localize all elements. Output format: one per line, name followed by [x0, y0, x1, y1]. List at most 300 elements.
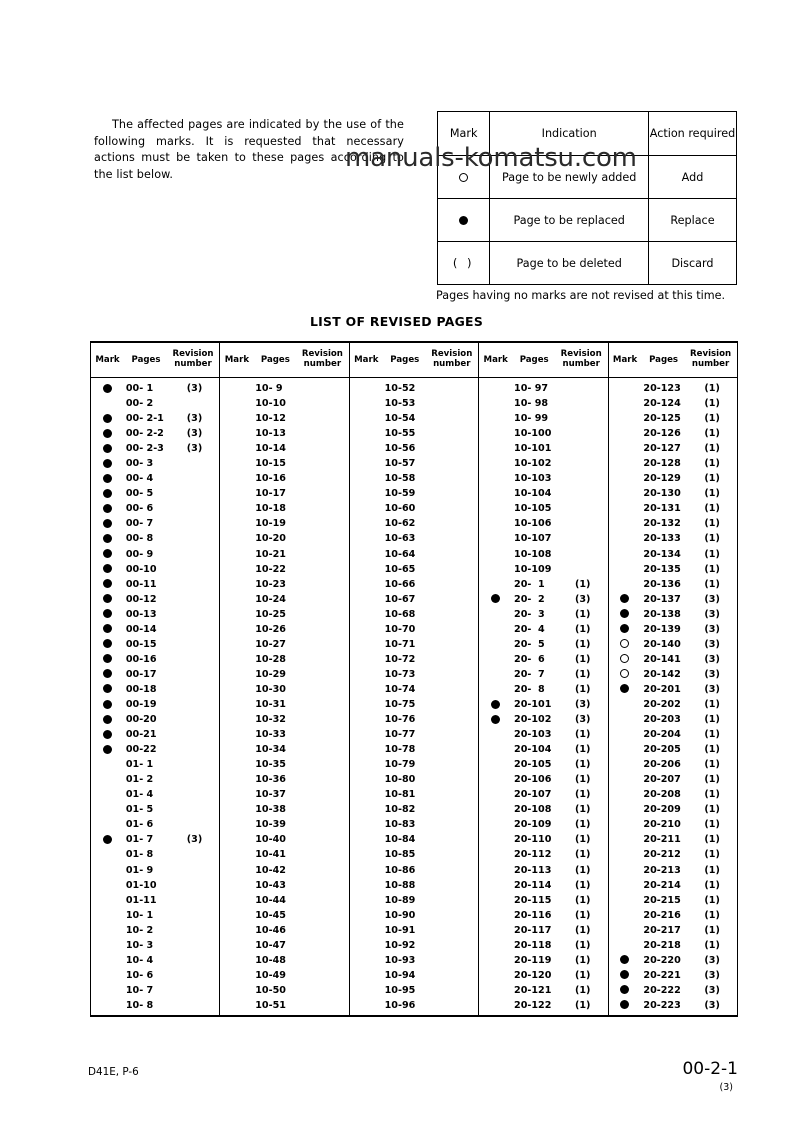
row-page-number: 10-108 [514, 548, 552, 560]
table-row [609, 832, 737, 847]
row-page-number: 10- 97 [514, 383, 549, 395]
footer-revision: (3) [719, 1082, 733, 1093]
row-page-number: 10- 3 [125, 939, 154, 951]
row-page-number: 20-127 [643, 443, 681, 455]
row-mark-cell [479, 699, 512, 710]
row-page-number: 20- 2 [514, 593, 545, 605]
row-page-number: 01- 4 [125, 789, 154, 801]
row-page-number: 10-52 [384, 383, 416, 395]
revision-header-group-2 [220, 342, 349, 378]
row-page-number: 10-95 [384, 984, 416, 996]
row-page-number: 00- 7 [125, 518, 154, 530]
row-page-number: 10-40 [255, 834, 286, 846]
row-page-number: 10-53 [384, 398, 416, 410]
table-row [220, 547, 348, 562]
row-revision-number: (1) [704, 729, 720, 741]
table-row [220, 441, 348, 456]
row-mark-cell [91, 473, 124, 484]
column-header-pages: Pages [260, 355, 290, 365]
row-revision-number: (3) [186, 383, 203, 395]
table-row [609, 652, 737, 667]
table-row [350, 832, 478, 847]
table-row [91, 727, 219, 742]
row-revision-number: (3) [704, 608, 720, 620]
table-row [91, 652, 219, 667]
table-row [91, 772, 219, 787]
row-page-number: 20-212 [643, 849, 681, 861]
row-revision-number: (1) [574, 909, 591, 921]
filled-circle-icon [620, 985, 629, 994]
row-revision-number: (1) [704, 578, 720, 590]
table-row [220, 787, 348, 802]
filled-circle-icon [620, 684, 629, 693]
revision-header-row [91, 342, 738, 378]
list-of-revised-pages-table [90, 341, 738, 1017]
row-page-number: 20-124 [643, 398, 681, 410]
table-row [220, 577, 348, 592]
row-page-number: 01- 7 [125, 834, 154, 846]
row-page-number: 10-26 [255, 623, 286, 635]
table-row [479, 938, 607, 953]
table-row [350, 968, 478, 983]
table-row [479, 607, 607, 622]
row-page-number: 10-67 [384, 593, 416, 605]
row-mark-cell [91, 744, 124, 755]
table-row [609, 607, 737, 622]
row-page-number: 10-23 [255, 578, 286, 590]
parentheses-icon: ( ) [452, 256, 475, 270]
row-page-number: 10-44 [255, 894, 286, 906]
table-row [91, 878, 219, 893]
table-row [220, 592, 348, 607]
table-row [350, 577, 478, 592]
table-row [91, 832, 219, 847]
table-row [609, 622, 737, 637]
column-header-mark: Mark [95, 355, 120, 365]
row-revision-number: (1) [704, 398, 720, 410]
table-row [220, 562, 348, 577]
table-row [609, 441, 737, 456]
row-page-number: 20-208 [643, 789, 681, 801]
row-mark-cell [91, 639, 124, 650]
table-row [91, 847, 219, 862]
row-page-number: 20-119 [514, 954, 552, 966]
table-row [350, 426, 478, 441]
row-revision-number: (1) [704, 383, 720, 395]
table-row [91, 757, 219, 772]
row-page-number: 10-16 [255, 473, 286, 485]
row-page-number: 10-74 [384, 683, 416, 695]
row-page-number: 20-202 [643, 699, 681, 710]
table-row [609, 471, 737, 486]
table-row [479, 712, 607, 727]
table-row [350, 953, 478, 968]
row-mark-cell [91, 714, 124, 725]
row-page-number: 10-104 [514, 488, 552, 500]
row-revision-number: (1) [704, 714, 720, 726]
table-row [609, 893, 737, 908]
row-page-number: 20-115 [514, 894, 552, 906]
row-page-number: 10-63 [384, 533, 416, 545]
row-mark-cell [91, 579, 124, 590]
filled-circle-icon [103, 835, 112, 844]
table-row [220, 516, 348, 531]
table-row [609, 998, 737, 1013]
row-page-number: 10-58 [384, 473, 416, 485]
open-circle-icon [459, 173, 468, 182]
row-page-number: 01- 5 [125, 804, 154, 816]
row-page-number: 10-38 [255, 804, 286, 816]
row-page-number: 10-46 [255, 924, 286, 936]
row-page-number: 20-129 [643, 473, 681, 485]
table-row [91, 441, 219, 456]
row-page-number: 00- 5 [125, 488, 154, 500]
table-row [479, 622, 607, 637]
table-row [220, 938, 348, 953]
row-revision-number: (1) [574, 729, 591, 741]
table-row [91, 802, 219, 817]
table-row [91, 863, 219, 878]
table-row [220, 742, 348, 757]
table-row [609, 742, 737, 757]
row-revision-number: (3) [186, 443, 203, 455]
filled-circle-icon [103, 444, 112, 453]
row-page-number: 10-42 [255, 864, 286, 876]
table-row [350, 742, 478, 757]
table-row [91, 592, 219, 607]
table-row [479, 923, 607, 938]
row-page-number: 10-70 [384, 623, 416, 635]
row-page-number: 10- 99 [514, 413, 549, 425]
row-page-number: 10-54 [384, 413, 416, 425]
revision-column-group-2 [220, 378, 349, 1016]
row-page-number: 10-14 [255, 443, 286, 455]
row-page-number: 20- 7 [514, 668, 545, 680]
row-page-number: 20-223 [643, 999, 681, 1011]
row-page-number: 01- 6 [125, 819, 154, 831]
row-page-number: 20-140 [643, 638, 681, 650]
row-mark-cell [91, 669, 124, 680]
row-revision-number: (1) [574, 608, 591, 620]
row-page-number: 20-135 [643, 563, 681, 575]
column-header-revision-number: Revision number [301, 349, 343, 369]
table-row [220, 697, 348, 712]
row-revision-number: (1) [574, 819, 591, 831]
row-page-number: 20-137 [643, 593, 681, 605]
legend-action-cell: Replace [648, 199, 736, 242]
table-row [609, 757, 737, 772]
row-revision-number: (1) [704, 473, 720, 485]
row-page-number: 20-116 [514, 909, 552, 921]
row-revision-number: (1) [574, 668, 591, 680]
column-header-revision-number: Revision number [560, 349, 602, 369]
table-row [91, 908, 219, 923]
row-revision-number: (1) [574, 999, 591, 1011]
row-revision-number: (1) [704, 834, 720, 846]
table-row [479, 727, 607, 742]
table-row [479, 411, 607, 426]
table-row [350, 441, 478, 456]
row-revision-number: (1) [704, 413, 720, 425]
table-row [220, 456, 348, 471]
column-header-mark: Mark [612, 355, 638, 365]
row-page-number: 10-15 [255, 458, 286, 470]
filled-circle-icon [103, 579, 112, 588]
row-page-number: 10-31 [255, 699, 286, 710]
row-page-number: 20- 5 [514, 638, 545, 650]
row-page-number: 10-62 [384, 518, 416, 530]
row-page-number: 20-125 [643, 413, 681, 425]
row-page-number: 00- 6 [125, 503, 154, 515]
row-revision-number: (1) [704, 699, 720, 710]
row-page-number: 20-134 [643, 548, 681, 560]
row-page-number: 20-120 [514, 969, 552, 981]
row-page-number: 20- 4 [514, 623, 545, 635]
row-page-number: 10-28 [255, 653, 286, 665]
table-row [220, 411, 348, 426]
row-revision-number: (1) [704, 548, 720, 560]
filled-circle-icon [103, 534, 112, 543]
row-page-number: 00-22 [125, 744, 157, 756]
table-row [350, 516, 478, 531]
table-row [479, 531, 607, 546]
row-page-number: 00-12 [125, 593, 157, 605]
row-revision-number: (1) [704, 864, 720, 876]
row-page-number: 10-30 [255, 683, 286, 695]
revision-column-group-1 [91, 378, 220, 1016]
table-row [609, 486, 737, 501]
row-page-number: 00-14 [125, 623, 157, 635]
row-revision-number: (1) [574, 623, 591, 635]
table-row [91, 938, 219, 953]
row-page-number: 00- 2 [125, 398, 154, 410]
table-row [479, 832, 607, 847]
table-row [479, 983, 607, 998]
row-page-number: 20-206 [643, 759, 681, 771]
table-row [479, 863, 607, 878]
row-mark-cell [91, 624, 124, 635]
legend-row [438, 199, 737, 242]
column-header-mark: Mark [354, 355, 379, 365]
row-page-number: 20-217 [643, 924, 681, 936]
table-row [350, 923, 478, 938]
row-page-number: 10-107 [514, 533, 552, 545]
row-revision-number: (3) [704, 969, 720, 981]
row-revision-number: (1) [704, 804, 720, 816]
row-revision-number: (1) [574, 774, 591, 786]
row-page-number: 20-105 [514, 759, 552, 771]
table-row [220, 817, 348, 832]
table-row [220, 712, 348, 727]
row-mark-cell [91, 413, 124, 424]
legend-mark-cell [438, 199, 490, 242]
row-page-number: 00-20 [125, 714, 157, 726]
row-page-number: 00- 4 [125, 473, 154, 485]
legend-body [438, 156, 737, 285]
row-revision-number: (3) [704, 593, 720, 605]
row-mark-cell [609, 955, 642, 966]
legend-action-cell: Discard [648, 242, 736, 285]
table-row [350, 471, 478, 486]
table-row [91, 682, 219, 697]
row-page-number: 10-76 [384, 714, 416, 726]
row-page-number: 10-79 [384, 759, 416, 771]
row-page-number: 20-141 [643, 653, 681, 665]
row-revision-number: (1) [574, 759, 591, 771]
row-revision-number: (3) [186, 834, 203, 846]
row-page-number: 10-35 [255, 759, 286, 771]
row-page-number: 10-106 [514, 518, 552, 530]
row-page-number: 20-213 [643, 864, 681, 876]
table-row [350, 411, 478, 426]
row-page-number: 10-18 [255, 503, 286, 515]
row-page-number: 10-60 [384, 503, 416, 515]
table-row [479, 592, 607, 607]
row-revision-number: (1) [704, 488, 720, 500]
row-page-number: 00-16 [125, 653, 157, 665]
no-marks-note: Pages having no marks are not revised at this time. [436, 289, 726, 302]
row-page-number: 10-109 [514, 563, 552, 575]
filled-circle-icon [103, 489, 112, 498]
row-mark-cell [91, 533, 124, 544]
table-row [350, 562, 478, 577]
table-row [350, 817, 478, 832]
row-revision-number: (3) [704, 683, 720, 695]
row-page-number: 10-91 [384, 924, 416, 936]
row-page-number: 10-89 [384, 894, 416, 906]
row-mark-cell [609, 624, 642, 635]
table-row [91, 607, 219, 622]
table-row [350, 727, 478, 742]
row-page-number: 10-73 [384, 668, 416, 680]
row-revision-number: (3) [704, 954, 720, 966]
filled-circle-icon [620, 970, 629, 979]
table-row [91, 456, 219, 471]
table-row [479, 893, 607, 908]
row-mark-cell [91, 834, 124, 845]
row-mark-cell [609, 594, 642, 605]
table-row [220, 637, 348, 652]
filled-circle-icon [620, 609, 629, 618]
table-row [220, 622, 348, 637]
row-page-number: 10-47 [255, 939, 286, 951]
row-page-number: 10-68 [384, 608, 416, 620]
row-page-number: 10-34 [255, 744, 286, 756]
table-row [91, 622, 219, 637]
table-row [479, 697, 607, 712]
row-page-number: 10-90 [384, 909, 416, 921]
table-row [609, 847, 737, 862]
table-row [350, 712, 478, 727]
table-row [609, 968, 737, 983]
row-revision-number: (3) [186, 413, 203, 425]
table-row [220, 727, 348, 742]
table-row [350, 592, 478, 607]
table-row [609, 426, 737, 441]
row-revision-number: (3) [704, 638, 720, 650]
row-revision-number: (1) [704, 924, 720, 936]
filled-circle-icon [491, 715, 500, 724]
site-watermark: manuals-komatsu.com [345, 143, 637, 173]
row-revision-number: (1) [574, 969, 591, 981]
row-mark-cell [91, 684, 124, 695]
filled-circle-icon [103, 594, 112, 603]
filled-circle-icon [103, 429, 112, 438]
row-page-number: 20- 1 [514, 578, 545, 590]
row-page-number: 10-57 [384, 458, 416, 470]
filled-circle-icon [103, 549, 112, 558]
row-page-number: 20- 6 [514, 653, 545, 665]
row-page-number: 10-100 [514, 428, 552, 440]
table-row [609, 908, 737, 923]
table-row [479, 652, 607, 667]
table-row [350, 682, 478, 697]
column-header-pages: Pages [390, 355, 420, 365]
filled-circle-icon [103, 504, 112, 513]
filled-circle-icon [491, 700, 500, 709]
row-revision-number: (3) [704, 668, 720, 680]
row-revision-number: (1) [704, 939, 720, 951]
row-mark-cell [91, 699, 124, 710]
row-page-number: 10-27 [255, 638, 286, 650]
row-page-number: 10- 98 [514, 398, 549, 410]
row-revision-number: (1) [704, 759, 720, 771]
table-row [479, 847, 607, 862]
table-row [350, 998, 478, 1013]
row-mark-cell [91, 518, 124, 529]
row-page-number: 10-96 [384, 999, 416, 1011]
row-page-number: 20-210 [643, 819, 681, 831]
column-header-pages: Pages [131, 355, 161, 365]
table-row [91, 637, 219, 652]
table-row [91, 667, 219, 682]
table-row [609, 727, 737, 742]
column-header-revision-number: Revision number [690, 349, 732, 369]
row-page-number: 10-45 [255, 909, 286, 921]
row-revision-number: (1) [574, 954, 591, 966]
row-page-number: 10-25 [255, 608, 286, 620]
row-page-number: 10-37 [255, 789, 286, 801]
table-row [350, 938, 478, 953]
row-page-number: 10-86 [384, 864, 416, 876]
legend-row [438, 242, 737, 285]
table-row [91, 486, 219, 501]
row-mark-cell [91, 549, 124, 560]
table-row [91, 983, 219, 998]
row-page-number: 20-214 [643, 879, 681, 891]
column-header-pages: Pages [649, 355, 679, 365]
row-page-number: 10-59 [384, 488, 416, 500]
row-page-number: 20-107 [514, 789, 552, 801]
row-page-number: 01-11 [125, 894, 157, 906]
table-row [91, 787, 219, 802]
row-page-number: 00- 2-3 [125, 443, 164, 455]
row-mark-cell [91, 609, 124, 620]
table-row [479, 953, 607, 968]
revision-header-group-4 [479, 342, 608, 378]
revision-header-group-5 [608, 342, 737, 378]
table-row [220, 923, 348, 938]
row-page-number: 01- 8 [125, 849, 154, 861]
table-row [350, 863, 478, 878]
row-page-number: 00- 1 [125, 383, 154, 395]
row-page-number: 10-77 [384, 729, 416, 741]
row-page-number: 10-13 [255, 428, 286, 440]
row-page-number: 20-207 [643, 774, 681, 786]
row-page-number: 20-132 [643, 518, 681, 530]
row-page-number: 10- 6 [125, 969, 154, 981]
table-row [479, 577, 607, 592]
